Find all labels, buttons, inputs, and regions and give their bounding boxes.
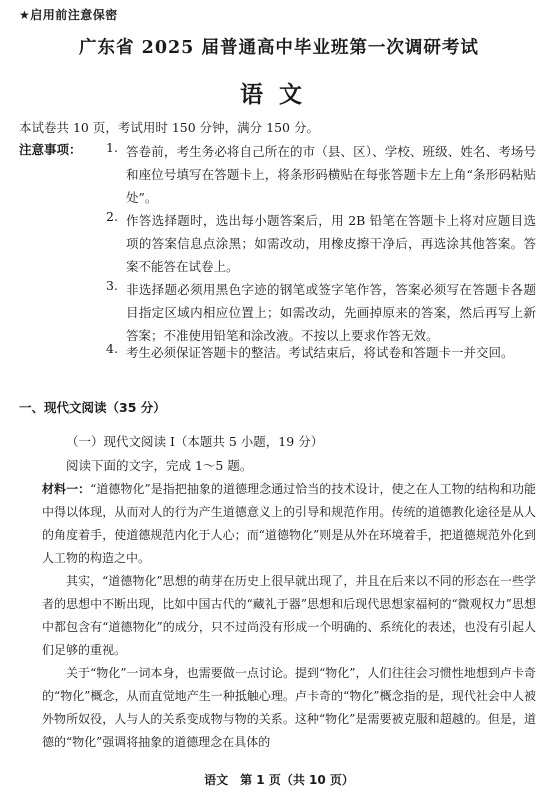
note-text: 作答选择题时，选出每小题答案后，用 2B 铅笔在答题卡上将对应题目选项的答案信息点涂黑；如需改动，用橡皮擦干净后，再选涂其他答案。答案不能答在试卷上。: [126, 213, 536, 274]
confidential-mark: ★启用前注意保密: [19, 8, 118, 22]
reading-instruction: 阅读下面的文字，完成 1～5 题。: [66, 458, 253, 473]
note-text: 答卷前，考生务必将自己所在的市（县、区）、学校、班级、姓名、考场号和座位号填写在答题卡上，将条形码横贴在每张答题卡左上角“条形码粘贴处”。: [126, 144, 536, 205]
page-footer: 语文 第 1 页（共 10 页）: [204, 773, 354, 787]
paragraph-text: “道德物化”是指把抽象的道德理念通过恰当的技术设计，使之在人工物的结构和功能中得以体现，从而对人的行为产生道德意义上的引导和规范作用。传统的道德教化途径是从人的角度着手，使道德规范内化于人心；而“道德物化”则是从外在环境着手，把道德规范外化到人工物的构造之中。: [42, 482, 536, 565]
note-number: 4.: [106, 341, 118, 356]
note-item-3: [106, 278, 536, 347]
exam-title: 广东省 2025 届普通高中毕业班第一次调研考试: [79, 38, 479, 58]
note-item-2: [106, 209, 536, 278]
passage-paragraph-2: 其实，“道德物化”思想的萌芽在历史上很早就出现了，并且在后来以不同的形态在一些学者的思想中不断出现，比如中国古代的“藏礼于器”思想和后现代思想家福柯的“微观权力”思想中都包含有“道德物化”的成分，只不过尚没有形成一个明确的、系统化的表述，也没有引起人们足够的重视。: [42, 574, 536, 657]
sub-section-title: （一）现代文阅读 I（本题共 5 小题，19 分）: [66, 434, 324, 449]
note-number: 2.: [106, 209, 118, 224]
exam-intro: 本试卷共 10 页，考试用时 150 分钟，满分 150 分。: [19, 120, 319, 135]
note-item-1: [106, 140, 536, 209]
material-label: 材料一：: [42, 482, 91, 496]
section-title: 一、现代文阅读（35 分）: [19, 400, 166, 415]
subject-title-text: 语文: [240, 82, 318, 108]
note-text: 非选择题必须用黑色字迹的钢笔或签字笔作答，答案必须写在答题卡各题目指定区域内相应位置上；如需改动，先画掉原来的答案，然后再写上新答案；不准使用铅笔和涂改液。不按以上要求作答无效。: [126, 282, 536, 343]
notes-label: 注意事项：: [19, 142, 82, 157]
passage-paragraph-1: [42, 478, 536, 570]
note-text: 考生必须保证答题卡的整洁。考试结束后，将试卷和答题卡一并交回。: [126, 345, 514, 360]
subject-title: [0, 76, 558, 109]
note-number: 3.: [106, 278, 118, 293]
note-item-4: [106, 341, 536, 364]
passage-paragraph-3: 关于“物化”一词本身，也需要做一点讨论。提到“物化”，人们往往会习惯性地想到卢卡奇的“物化”概念，从而直觉地产生一种抵触心理。卢卡奇的“物化”概念指的是，现代社会中人被外物所奴役，人与人的关系变成物与物的关系。这种“物化”是需要被克服和超越的。但是，道德的“物化”强调将抽象的道德理念在具体的: [42, 666, 536, 749]
note-number: 1.: [106, 140, 118, 155]
